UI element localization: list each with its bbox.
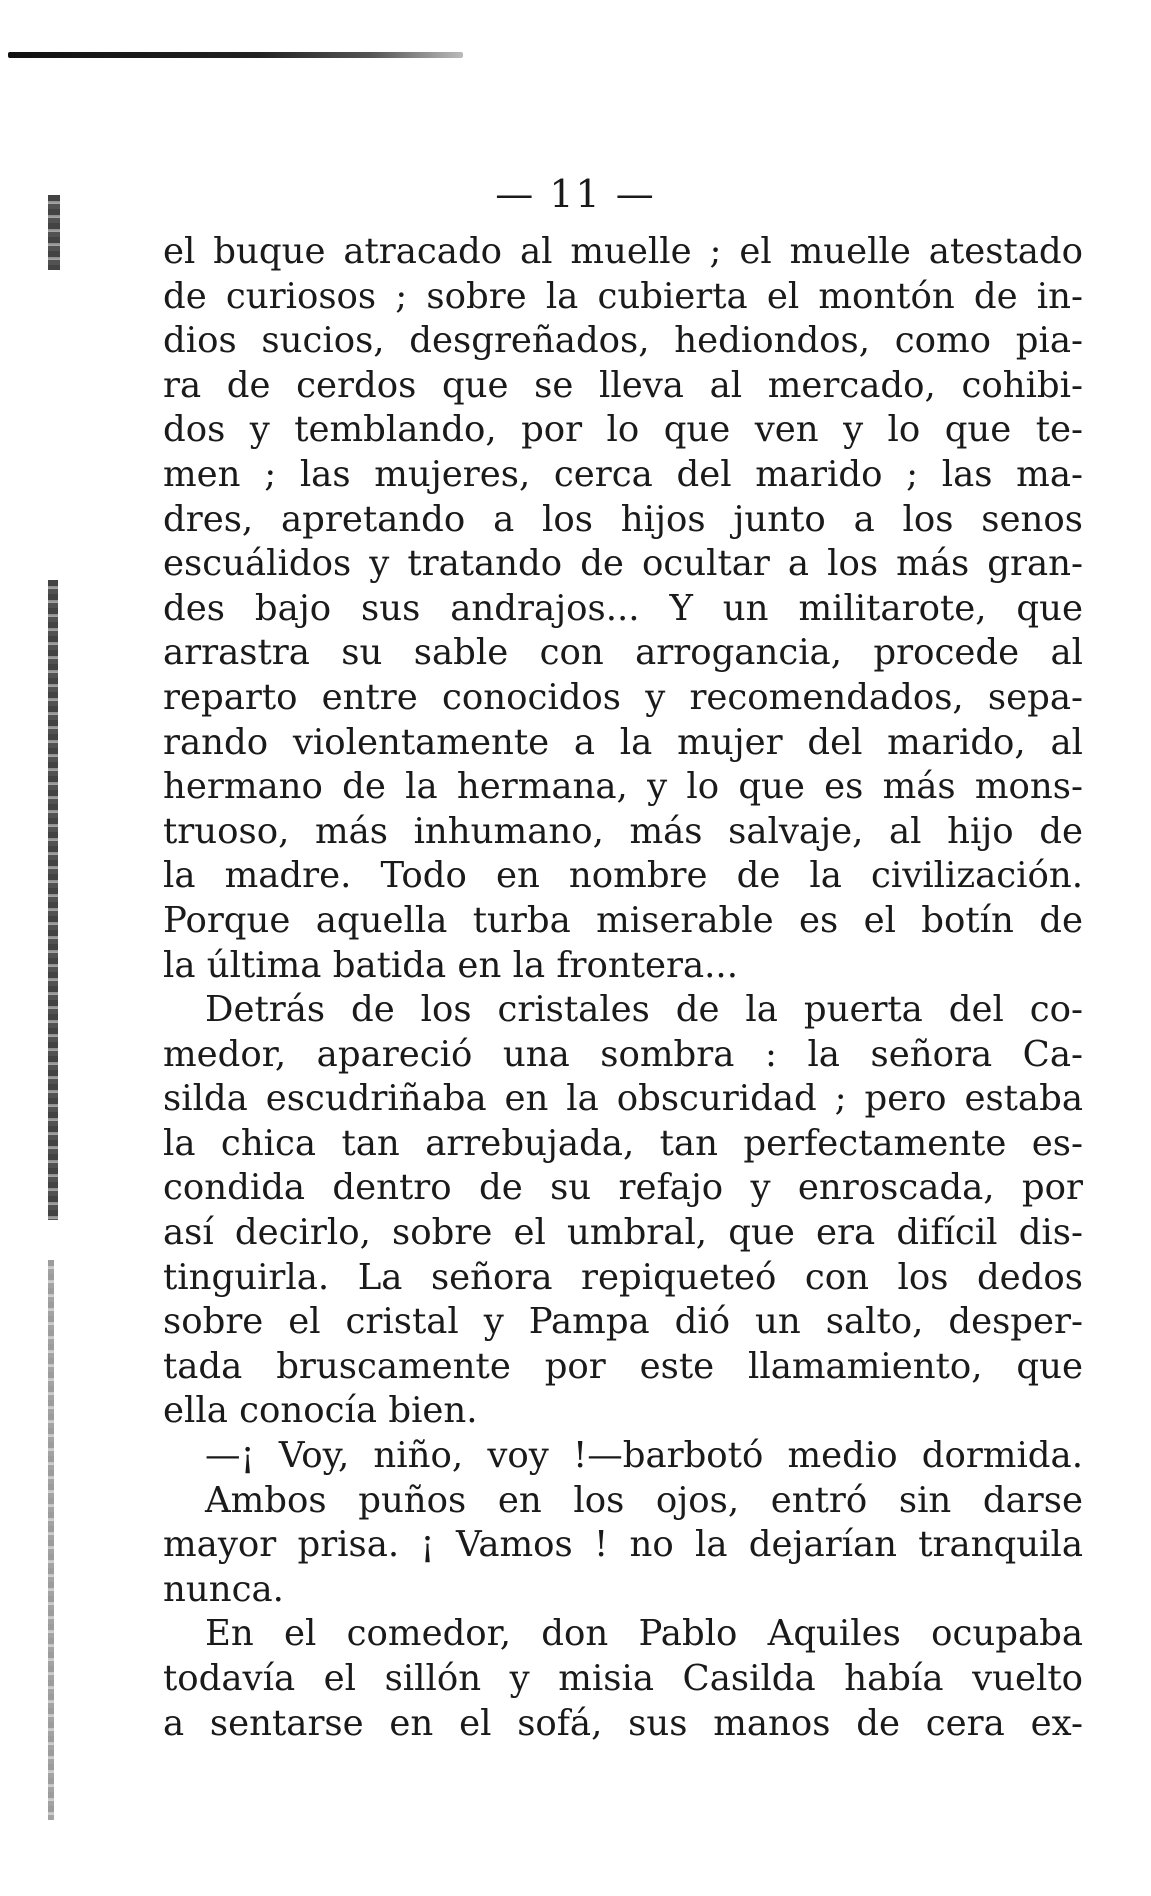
text-line: de curiosos ; sobre la cubierta el montón de in- — [163, 275, 1083, 317]
text-line: reparto entre conocidos y recomendados, sepa- — [163, 676, 1083, 718]
text-line: tada bruscamente por este llamamiento, que — [163, 1345, 1083, 1387]
text-line: así decirlo, sobre el umbral, que era difícil dis- — [163, 1212, 1083, 1254]
text-line: dres, apretando a los hijos junto a los senos — [163, 498, 1083, 540]
binding-edge-mark — [48, 580, 58, 1220]
text-line: En el comedor, don Pablo Aquiles ocupaba — [205, 1613, 1083, 1655]
text-line: a sentarse en el sofá, sus manos de cera ex- — [163, 1702, 1083, 1744]
text-line: silda escudriñaba en la obscuridad ; pero estaba — [163, 1078, 1083, 1120]
text-line: Detrás de los cristales de la puerta del co- — [205, 989, 1083, 1031]
text-line: condida dentro de su refajo y enroscada, por — [163, 1167, 1083, 1209]
binding-edge-mark — [48, 1260, 54, 1820]
text-line: el buque atracado al muelle ; el muelle atestado — [163, 231, 1083, 272]
text-line: hermano de la hermana, y lo que es más mons- — [163, 766, 1083, 808]
text-line: mayor prisa. ¡ Vamos ! no la dejarían tranquila — [163, 1524, 1083, 1566]
text-line: tinguirla. La señora repiqueteó con los dedos — [163, 1256, 1083, 1298]
text-line: Porque aquella turba miserable es el botín de — [163, 899, 1083, 941]
top-rule-decoration — [8, 52, 463, 58]
text-line: Ambos puños en los ojos, entró sin darse — [205, 1479, 1083, 1521]
text-line: truoso, más inhumano, más salvaje, al hijo de — [163, 810, 1083, 852]
text-line: arrastra su sable con arrogancia, procede al — [163, 632, 1083, 674]
text-line: la madre. Todo en nombre de la civilización. — [163, 855, 1083, 897]
text-line: medor, apareció una sombra : la señora Ca- — [163, 1033, 1083, 1075]
text-line: dos y temblando, por lo que ven y lo que te- — [163, 409, 1083, 451]
text-line: ra de cerdos que se lleva al mercado, cohibi- — [163, 364, 1083, 406]
body-text — [163, 230, 1083, 1746]
text-line: dios sucios, desgreñados, hediondos, como pia- — [163, 320, 1083, 362]
text-line: escuálidos y tratando de ocultar a los más gran- — [163, 543, 1083, 585]
text-line: rando violentamente a la mujer del marido, al — [163, 721, 1083, 763]
text-line: men ; las mujeres, cerca del marido ; las ma- — [163, 453, 1083, 495]
text-line: la chica tan arrebujada, tan perfectamente es- — [163, 1122, 1083, 1164]
text-line: sobre el cristal y Pampa dió un salto, desper- — [163, 1301, 1083, 1343]
text-line: —¡ Voy, niño, voy !—barbotó medio dormida. — [205, 1435, 1083, 1477]
page-number: — 11 — — [495, 172, 656, 216]
text-line: la última batida en la frontera... — [163, 944, 739, 986]
text-line: des bajo sus andrajos... Y un militarote, que — [163, 587, 1083, 629]
text-line: ella conocía bien. — [163, 1390, 478, 1432]
text-line: todavía el sillón y misia Casilda había vuelto — [163, 1658, 1083, 1699]
text-line: nunca. — [163, 1568, 284, 1610]
